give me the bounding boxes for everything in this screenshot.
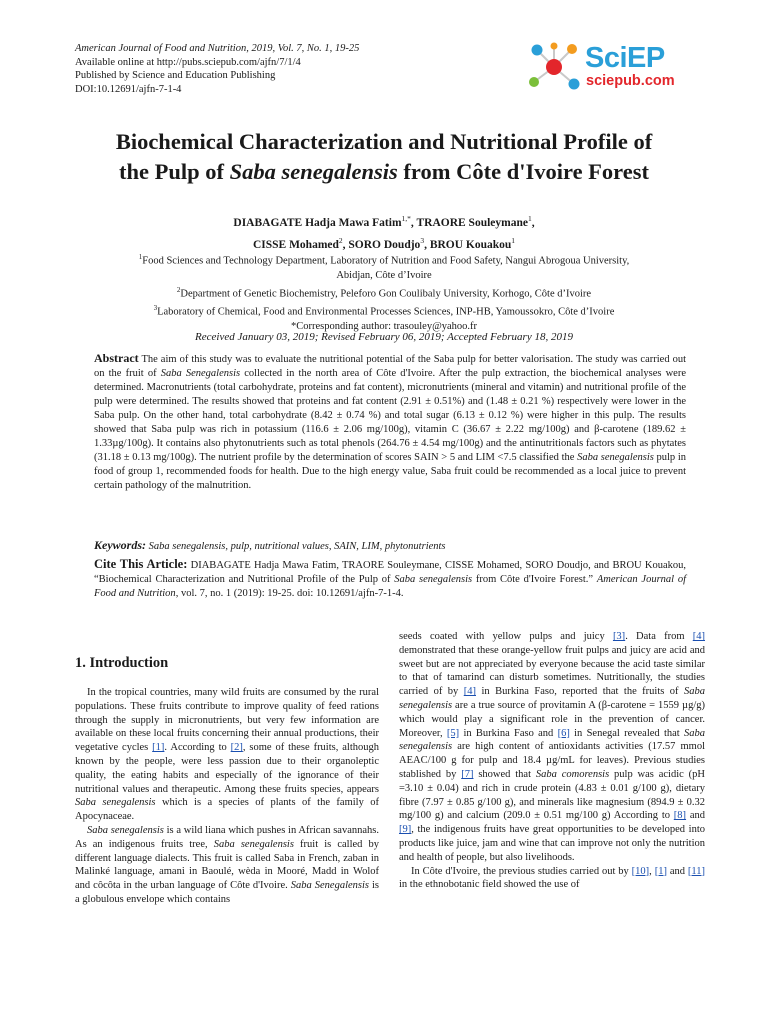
author-name: CISSE Mohamed	[252, 238, 339, 251]
reference-link[interactable]: [9]	[399, 824, 412, 836]
paragraph	[75, 824, 379, 907]
reference-link[interactable]: [1]	[654, 865, 667, 877]
cite-text: DIABAGATE Hadja Mawa Fatim, TRAORE Souleymane, CISSE Mohamed, SORO Doudjo, and BROU Kouakou, “Biochemical Characterization and Nutritional Profile of the Pulp of	[94, 560, 686, 585]
paragraph	[75, 686, 379, 824]
reference-link[interactable]: [4]	[463, 686, 476, 698]
title-line-2-pre: the Pulp of	[119, 159, 230, 184]
author-affil-sup: 1	[527, 214, 532, 223]
text: which is a species of plants of the family of Apocynaceae.	[75, 797, 380, 823]
article-title	[60, 127, 708, 187]
text: demonstrated that these orange-yellow fruit pulps and juicy are acid and sweet but are not appreciated by everyone because the acid taste similar to that of tamarind can disturb sometimes. Nutritionally, the studies carried of by	[399, 644, 705, 698]
text: , the indigenous fruits have great opportunities to be developed into products like juice, jam and wine that can improve not only the nutrition and health of people, but also livelihoods.	[399, 824, 705, 863]
reference-link[interactable]: [1]	[152, 742, 165, 754]
text: ,	[649, 865, 655, 877]
text: seeds coated with yellow pulps and juicy	[399, 631, 613, 642]
text: in Burkina Faso and	[459, 727, 558, 739]
available-online-line[interactable]: Available online at http://pubs.sciepub.com/ajfn/7/1/4	[75, 56, 301, 68]
keywords-block	[94, 538, 686, 553]
affiliations	[95, 250, 673, 334]
species-name: Saba comorensis	[535, 768, 610, 780]
author-affil-sup: 1	[511, 235, 516, 245]
reference-link[interactable]: [3]	[612, 631, 626, 642]
reference-link[interactable]: [8]	[673, 810, 687, 822]
title-species-name: Saba senegalensis	[229, 159, 398, 184]
cite-text: from Côte d'Ivoire Forest.”	[472, 574, 597, 585]
affil-text: Department of Genetic Biochemistry, Peleforo Gon Coulibaly University, Korhogo, Côte d’Ivoire	[180, 288, 592, 299]
sciep-logo[interactable]	[525, 40, 695, 95]
logo-url-text: sciepub.com	[586, 73, 675, 89]
title-line-1: Biochemical Characterization and Nutritional Profile of	[115, 129, 653, 154]
text: are a true source of provitamin A (β-carotene = 1559 µg/g) which would play a significant role in the prevention of cancer. Moreover,	[399, 699, 705, 739]
reference-link[interactable]: [5]	[446, 727, 460, 739]
reference-link[interactable]: [7]	[461, 768, 474, 780]
text: and	[666, 865, 688, 877]
affil-text: Food Sciences and Technology Department, Laboratory of Nutrition and Food Safety, Nangui Abrogoua University,	[142, 255, 630, 267]
abstract-block	[94, 351, 686, 493]
abstract-text: collected in the north area of Côte d'Ivoire. After the pulp extraction, the biochemical analyses were determined. Macronutrients (total carbohydrate, proteins and fat content), micronutrients (mineral and vitamin) and nutritional profile of the pulp were determined. The results showed that proteins and fat content (2.91 ± 0.51%) and (1.48 ± 0.21 %) respectively were lower in the Saba pulp. On the other hand, total carbohydrate (8.42 ± 0.74 %) and total sugar (6.13 ± 0.12 %) were higher in this pulp. The results showed that Saba pulp was rich in potassium (116.6 ± 2.06 mg/100g), vitamin C (36.67 ± 2.22 mg/100g) and β-carotene (189.62 ± 1.33µg/100g). It contains also phytonutrients such as total phenols (264.76 ± 4.54 mg/100g) and the antinutritionals factors such as phytates (31.18 ± 0.13 mg/100g). The nutrient profile by the determination of scores SAIN > 5 and LIM <7.5 classified the	[94, 368, 686, 463]
species-name: Saba senegalensis	[399, 686, 705, 711]
cite-block	[94, 557, 686, 601]
cite-journal: American Journal of Food and Nutrition	[94, 574, 686, 599]
affil-text: Laboratory of Chemical, Food and Environmental Processes Sciences, INP-HB, Yamoussokro, Côte d’Ivoire	[157, 306, 615, 318]
corresponding-author: *Corresponding author: trasouley@yahoo.fr	[290, 320, 478, 332]
reference-link[interactable]: [10]	[631, 865, 650, 877]
text: In the tropical countries, many wild fruits are consumed by the rural populations. These fruits contribute to improve quality of feed rations through the supply in micronutrients, but very few information are available on these local fruits concerning their annual productions, their vegetative cycles	[75, 687, 379, 754]
abstract-heading: Abstract	[94, 351, 139, 365]
abstract-text: The aim of this study was to evaluate the nutritional potential of the Saba pulp for better valorisation. The study was carried out on the fruit of	[94, 354, 686, 379]
author-name: BROU Kouakou	[429, 238, 512, 251]
author-affil-sup: 1,*	[401, 214, 411, 223]
logo-brand-text: SciEP	[585, 42, 665, 74]
affil-number: 2	[176, 285, 181, 294]
body-column-right	[399, 630, 705, 892]
received-dates: Received January 03, 2019; Revised February 06, 2019; Accepted February 18, 2019	[195, 331, 573, 343]
author-affil-sup: 3	[420, 235, 425, 245]
author-name: DIABAGATE Hadja Mawa Fatim	[233, 216, 402, 229]
species-name: Saba senegalensis	[87, 824, 164, 836]
cite-text: , vol. 7, no. 1 (2019): 19-25. doi: 10.12691/ajfn-7-1-4.	[175, 588, 404, 599]
species-name: Saba Senegalensis	[290, 880, 369, 892]
text: In Côte d'Ivoire, the previous studies carried out by	[411, 865, 632, 877]
abstract-text: pulp in food of group 1, recommended foods for health. Due to the high energy value, Saba fruit could be recommended as a local juice to prevent certain pathology of the malnutrition.	[94, 452, 686, 491]
publisher-line: Published by Science and Education Publishing	[75, 70, 276, 81]
species-name: Saba senegalensis	[399, 727, 705, 753]
author-name: SORO Doudjo	[348, 238, 421, 251]
affiliation-2	[95, 283, 673, 302]
affiliation-1	[95, 250, 673, 269]
abstract-species: Saba senegalensis	[577, 452, 654, 463]
species-name: Saba senegalensis	[75, 797, 156, 809]
affiliation-3	[95, 301, 673, 320]
species-name: Saba senegalensis	[213, 838, 294, 850]
sciep-molecule-icon	[525, 40, 583, 95]
cite-heading: Cite This Article:	[94, 557, 188, 571]
text: in Burkina Faso, reported that the fruits of	[476, 686, 684, 698]
paragraph	[399, 865, 705, 893]
text: in the ethnobotanic field showed the use of	[399, 879, 580, 891]
affil-number: 1	[138, 253, 143, 261]
text: fruit is called by different language dialects. This fruit is called Saba in French, zaban in Malinké language, amani in Baoulé, wèda in Mooré, Madd in Wolof and côcôta in the urban language of Côte d'Ivoire.	[75, 838, 379, 892]
text: and	[686, 810, 705, 822]
text: pulp was acidic (pH =3.10 ± 0.04) and rich in crude protein (4.83 ± 0.01 g/100 g), dietary fibre (7.97 ± 0.85 g/100 g), and minerals like magnesium (894.9 ± 0.32 mg/100 g) and calcium (209.0 ± 0.51 mg/100 g) According to	[399, 768, 705, 822]
reference-link[interactable]: [2]	[230, 742, 243, 754]
journal-citation: American Journal of Food and Nutrition, 2019, Vol. 7, No. 1, 19-25	[75, 43, 360, 54]
keywords-text: Saba senegalensis, pulp, nutritional values, SAIN, LIM, phytonutrients	[146, 541, 446, 552]
text: , some of these fruits, although known by the people, were less passion due to their organoleptic quality, the eating habits and especially of the ignorance of their nutritional values and therapeutic. Among these fruits species, appears	[75, 742, 379, 795]
text: are high content of antioxidants activities (17.57 mmol AEAC/100 g for pulp and 18.4 µg/mL for leaves). Previous studies stablished by	[399, 741, 705, 780]
journal-header	[75, 42, 359, 96]
author-name: TRAORE Souleymane	[416, 216, 528, 229]
reference-link[interactable]: [11]	[687, 865, 706, 877]
keywords-heading: Keywords:	[94, 538, 146, 552]
author-list: DIABAGATE Hadja Mawa Fatim$^{1,*}$, TRAORE Souleymane$^1$, CISSE Mohamed$^2$, SORO Doudjo$^3$, BROU Kouakou$^1$	[233, 214, 535, 251]
reference-link[interactable]: [6]	[557, 727, 570, 739]
text: is a wild liana which pushes in African savannahs. As an indigenous fruits tree,	[75, 824, 379, 850]
reference-link[interactable]: [4]	[692, 631, 705, 642]
abstract-species: Saba Senegalensis	[160, 368, 241, 379]
text: in Senegal revealed that	[569, 727, 684, 739]
text: is a globulous envelope which contains	[75, 880, 379, 905]
paragraph	[399, 630, 705, 865]
text: showed that	[473, 768, 536, 780]
affil-number: 3	[153, 304, 158, 312]
text: . According to	[164, 742, 231, 754]
cite-species: Saba senegalensis	[394, 574, 473, 585]
text: . Data from	[625, 631, 693, 642]
affiliation-1-city: Abidjan, Côte d’Ivoire	[336, 269, 432, 281]
title-line-2-post: from Côte d'Ivoire Forest	[397, 159, 649, 184]
doi-line[interactable]: DOI:10.12691/ajfn-7-1-4	[75, 83, 182, 95]
section-heading-introduction: 1. Introduction	[75, 655, 169, 671]
body-column-left	[75, 686, 379, 907]
author-affil-sup: 2	[338, 235, 343, 245]
